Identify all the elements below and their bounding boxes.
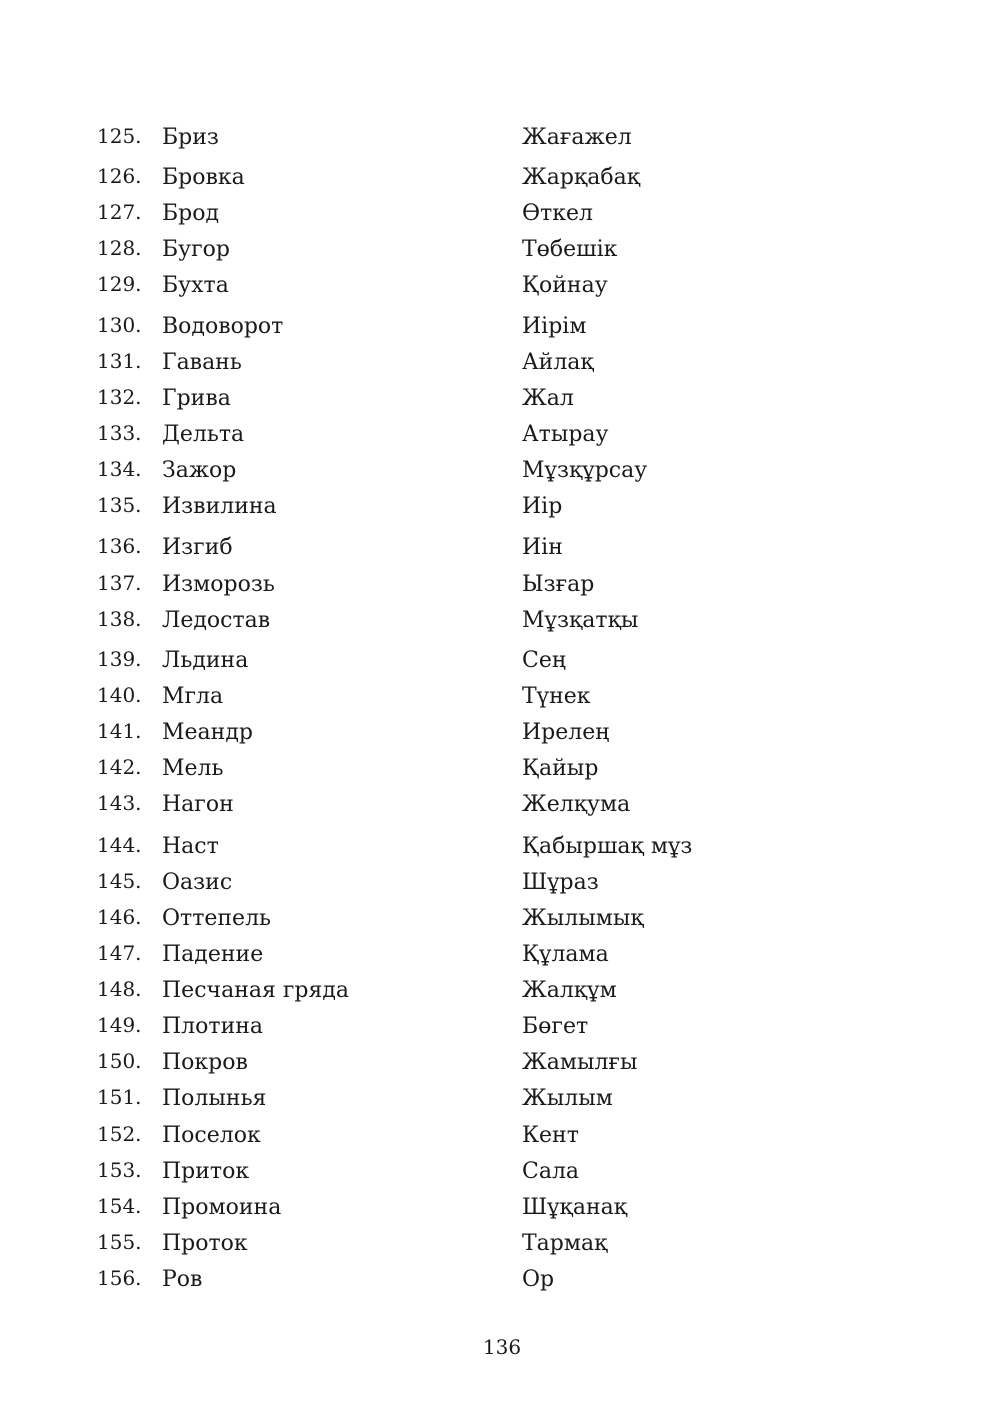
entry-number: 142. xyxy=(97,755,142,779)
russian-term: Водоворот xyxy=(162,314,284,339)
entry-number: 138. xyxy=(97,607,142,631)
glossary-entry xyxy=(0,904,1004,934)
kazakh-term: Желқума xyxy=(522,792,631,817)
kazakh-term: Қойнау xyxy=(522,273,608,298)
glossary-entry xyxy=(0,790,1004,820)
entry-number: 145. xyxy=(97,869,142,893)
kazakh-term: Мұзқұрсау xyxy=(522,458,648,483)
russian-term: Брод xyxy=(162,201,220,226)
glossary-entry xyxy=(0,976,1004,1006)
kazakh-term: Бөгет xyxy=(522,1014,589,1039)
entry-number: 129. xyxy=(97,272,142,296)
russian-term: Грива xyxy=(162,386,231,411)
glossary-entry xyxy=(0,533,1004,563)
entry-number: 141. xyxy=(97,719,142,743)
entry-number: 156. xyxy=(97,1266,142,1290)
entry-number: 131. xyxy=(97,349,142,373)
entry-number: 126. xyxy=(97,164,142,188)
glossary-entry xyxy=(0,1012,1004,1042)
kazakh-term: Жал xyxy=(522,386,574,411)
russian-term: Изгиб xyxy=(162,535,233,560)
entry-number: 130. xyxy=(97,313,142,337)
glossary-entry xyxy=(0,1193,1004,1223)
russian-term: Извилина xyxy=(162,494,277,519)
glossary-entry xyxy=(0,1157,1004,1187)
kazakh-term: Мұзқатқы xyxy=(522,608,639,633)
glossary-entry xyxy=(0,492,1004,522)
russian-term: Бугор xyxy=(162,237,230,262)
russian-term: Ледостав xyxy=(162,608,271,633)
russian-term: Наст xyxy=(162,834,219,859)
kazakh-term: Өткел xyxy=(522,201,593,226)
entry-number: 153. xyxy=(97,1158,142,1182)
glossary-entry xyxy=(0,1084,1004,1114)
russian-term: Мгла xyxy=(162,684,224,709)
glossary-entry xyxy=(0,348,1004,378)
glossary-entry xyxy=(0,271,1004,301)
entry-number: 125. xyxy=(97,124,142,148)
russian-term: Полынья xyxy=(162,1086,267,1111)
entry-number: 144. xyxy=(97,833,142,857)
glossary-entry xyxy=(0,312,1004,342)
russian-term: Оазис xyxy=(162,870,233,895)
kazakh-term: Жылым xyxy=(522,1086,613,1111)
glossary-entry xyxy=(0,199,1004,229)
glossary-entry xyxy=(0,718,1004,748)
russian-term: Мель xyxy=(162,756,224,781)
glossary-entry xyxy=(0,123,1004,153)
russian-term: Льдина xyxy=(162,648,249,673)
entry-number: 152. xyxy=(97,1122,142,1146)
kazakh-term: Шұқанақ xyxy=(522,1195,628,1220)
kazakh-term: Иір xyxy=(522,494,563,519)
glossary-entry xyxy=(0,940,1004,970)
kazakh-term: Түнек xyxy=(522,684,591,709)
glossary-entry xyxy=(0,1229,1004,1259)
kazakh-term: Кент xyxy=(522,1123,579,1148)
kazakh-term: Қабыршақ мұз xyxy=(522,834,693,859)
russian-term: Покров xyxy=(162,1050,248,1075)
entry-number: 155. xyxy=(97,1230,142,1254)
kazakh-term: Айлақ xyxy=(522,350,594,375)
kazakh-term: Ирелең xyxy=(522,720,610,745)
glossary-entry xyxy=(0,163,1004,193)
entry-number: 154. xyxy=(97,1194,142,1218)
entry-number: 149. xyxy=(97,1013,142,1037)
russian-term: Проток xyxy=(162,1231,248,1256)
kazakh-term: Сең xyxy=(522,648,566,673)
kazakh-term: Тармақ xyxy=(522,1231,608,1256)
kazakh-term: Құлама xyxy=(522,942,609,967)
entry-number: 146. xyxy=(97,905,142,929)
entry-number: 132. xyxy=(97,385,142,409)
kazakh-term: Иірім xyxy=(522,314,587,339)
glossary-entry xyxy=(0,606,1004,636)
russian-term: Меандр xyxy=(162,720,253,745)
kazakh-term: Атырау xyxy=(522,422,609,447)
kazakh-term: Жылымық xyxy=(522,906,644,931)
glossary-entry xyxy=(0,682,1004,712)
glossary-entry xyxy=(0,1265,1004,1295)
entry-number: 151. xyxy=(97,1085,142,1109)
glossary-entry xyxy=(0,456,1004,486)
russian-term: Дельта xyxy=(162,422,245,447)
glossary-entry xyxy=(0,384,1004,414)
russian-term: Бухта xyxy=(162,273,229,298)
kazakh-term: Төбешік xyxy=(522,237,618,262)
glossary-entry xyxy=(0,1048,1004,1078)
russian-term: Гавань xyxy=(162,350,242,375)
russian-term: Оттепель xyxy=(162,906,272,931)
entry-number: 139. xyxy=(97,647,142,671)
russian-term: Нагон xyxy=(162,792,234,817)
glossary-entry xyxy=(0,420,1004,450)
kazakh-term: Жамылғы xyxy=(522,1050,638,1075)
glossary-entry xyxy=(0,754,1004,784)
glossary-entry xyxy=(0,832,1004,862)
russian-term: Промоина xyxy=(162,1195,282,1220)
russian-term: Поселок xyxy=(162,1123,261,1148)
entry-number: 147. xyxy=(97,941,142,965)
russian-term: Плотина xyxy=(162,1014,264,1039)
glossary-entry xyxy=(0,868,1004,898)
entry-number: 143. xyxy=(97,791,142,815)
page-number: 136 xyxy=(482,1335,522,1359)
kazakh-term: Қайыр xyxy=(522,756,599,781)
glossary-entry xyxy=(0,646,1004,676)
kazakh-term: Иін xyxy=(522,535,563,560)
entry-number: 136. xyxy=(97,534,142,558)
kazakh-term: Жалқұм xyxy=(522,978,617,1003)
entry-number: 127. xyxy=(97,200,142,224)
kazakh-term: Ор xyxy=(522,1267,555,1292)
entry-number: 150. xyxy=(97,1049,142,1073)
entry-number: 128. xyxy=(97,236,142,260)
russian-term: Бриз xyxy=(162,125,219,150)
entry-number: 140. xyxy=(97,683,142,707)
kazakh-term: Жағажел xyxy=(522,125,632,150)
russian-term: Зажор xyxy=(162,458,237,483)
glossary-entry xyxy=(0,1121,1004,1151)
entry-number: 135. xyxy=(97,493,142,517)
kazakh-term: Сала xyxy=(522,1159,580,1184)
kazakh-term: Жарқабақ xyxy=(522,165,641,190)
entry-number: 137. xyxy=(97,571,142,595)
entry-number: 133. xyxy=(97,421,142,445)
russian-term: Ров xyxy=(162,1267,203,1292)
entry-number: 148. xyxy=(97,977,142,1001)
glossary-entry xyxy=(0,570,1004,600)
entry-number: 134. xyxy=(97,457,142,481)
russian-term: Песчаная гряда xyxy=(162,978,349,1003)
russian-term: Изморозь xyxy=(162,572,275,597)
russian-term: Падение xyxy=(162,942,264,967)
glossary-entry xyxy=(0,235,1004,265)
kazakh-term: Ызғар xyxy=(522,572,595,597)
russian-term: Бровка xyxy=(162,165,245,190)
russian-term: Приток xyxy=(162,1159,250,1184)
kazakh-term: Шұраз xyxy=(522,870,599,895)
